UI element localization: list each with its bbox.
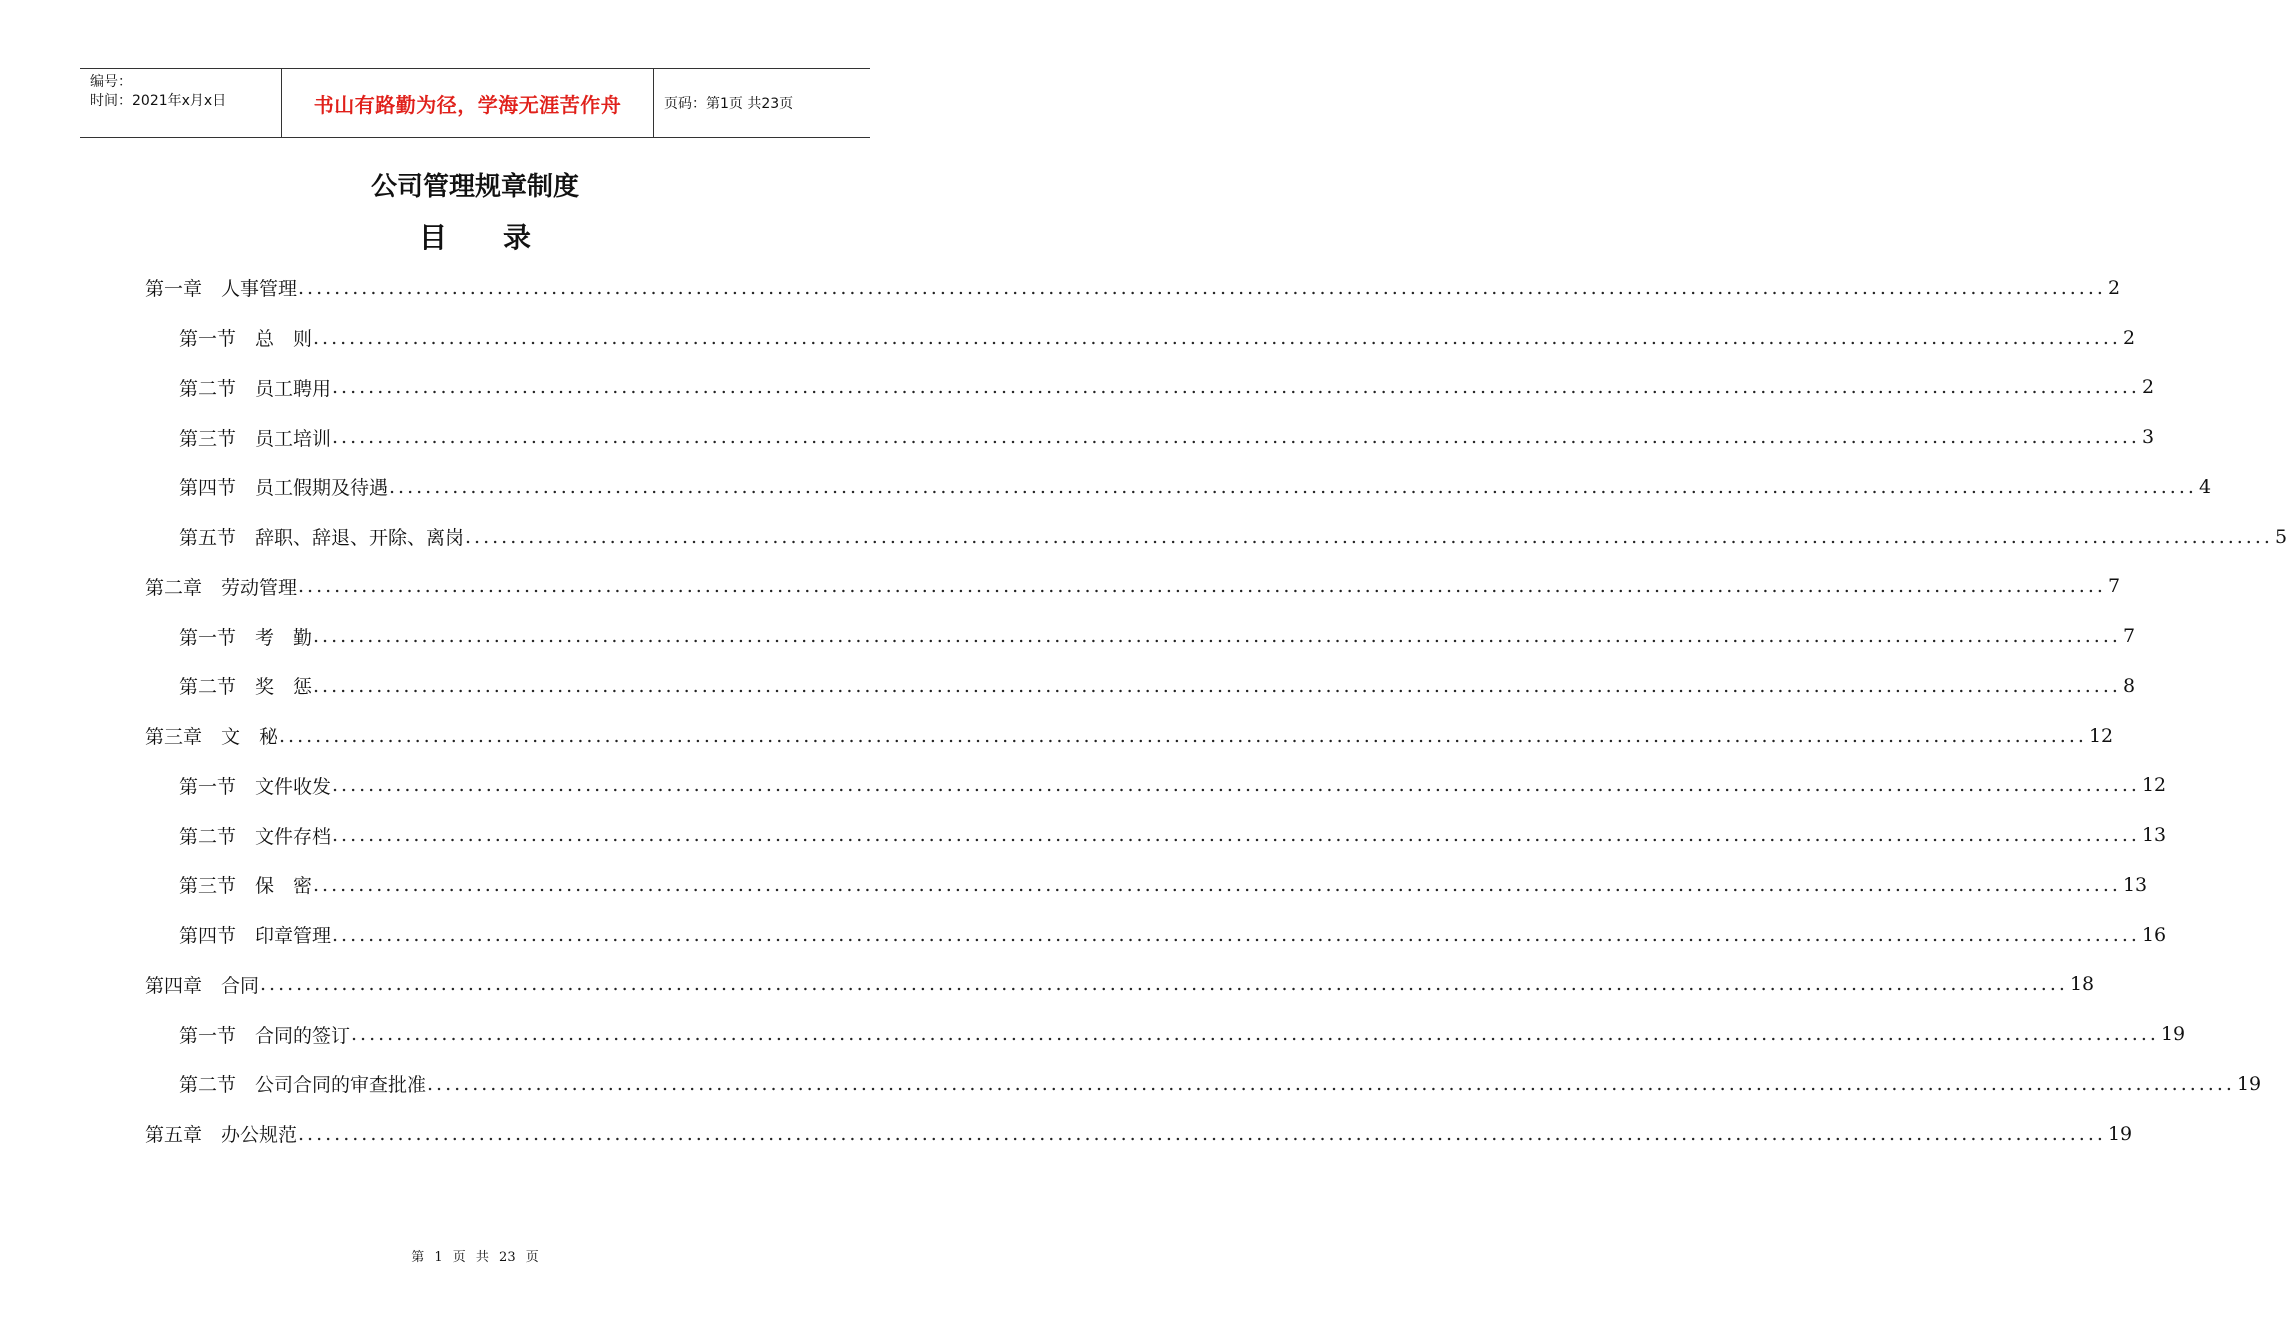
toc-entry-label: 第一节 文件收发	[179, 775, 332, 798]
toc-section-entry[interactable]	[145, 761, 2167, 811]
toc-entry-label: 第二章 劳动管理	[145, 576, 298, 599]
toc-chapter-entry[interactable]	[145, 711, 2114, 761]
toc-entry-label: 第三节 保 密	[179, 875, 313, 898]
toc-dot-leader: ........................................................................................................................................................................................................	[313, 625, 2121, 648]
document-time-label: 时间：2021年x月x日	[90, 93, 227, 109]
toc-section-entry[interactable]	[145, 1059, 2262, 1109]
toc-entry-page: 3	[2141, 426, 2155, 449]
table-of-contents	[145, 263, 2287, 1159]
toc-dot-leader: ........................................................................................................................................................................................................	[332, 923, 2140, 946]
toc-entry-page: 19	[2107, 1122, 2133, 1145]
toc-entry-page: 12	[2141, 774, 2167, 797]
toc-title: 目录	[418, 221, 587, 254]
toc-entry-page: 7	[2122, 625, 2136, 648]
toc-entry-label: 第四节 印章管理	[179, 925, 332, 948]
header-page-info: 页码：第1页 共23页	[664, 96, 794, 112]
toc-section-entry[interactable]	[145, 611, 2136, 661]
toc-entry-page: 5	[2274, 525, 2287, 548]
toc-entry-page: 12	[2088, 724, 2114, 747]
toc-dot-leader: ........................................................................................................................................................................................................	[260, 973, 2068, 996]
toc-chapter-entry[interactable]	[145, 960, 2095, 1010]
toc-dot-leader: ........................................................................................................................................................................................................	[427, 1072, 2235, 1095]
toc-chapter-entry[interactable]	[145, 263, 2121, 313]
toc-dot-leader: ........................................................................................................................................................................................................	[332, 426, 2140, 449]
toc-entry-label: 第三节 员工培训	[179, 427, 332, 450]
toc-entry-label: 第一节 考 勤	[179, 626, 313, 649]
toc-entry-page: 13	[2141, 824, 2167, 847]
toc-section-entry[interactable]	[145, 860, 2148, 910]
toc-entry-label: 第一节 总 则	[179, 328, 313, 351]
document-title: 公司管理规章制度	[370, 172, 579, 202]
toc-dot-leader: ........................................................................................................................................................................................................	[332, 376, 2140, 399]
toc-entry-label: 第一章 人事管理	[145, 278, 298, 301]
toc-dot-leader: ........................................................................................................................................................................................................	[298, 575, 2106, 598]
toc-entry-page: 16	[2141, 923, 2167, 946]
document-number-label: 编号：	[90, 74, 132, 90]
toc-entry-label: 第五节 辞职、辞退、开除、离岗	[179, 527, 465, 550]
toc-dot-leader: ........................................................................................................................................................................................................	[351, 1023, 2159, 1046]
toc-section-entry[interactable]	[145, 1009, 2186, 1059]
toc-entry-page: 2	[2141, 376, 2155, 399]
toc-entry-page: 13	[2122, 873, 2148, 896]
toc-entry-label: 第三章 文 秘	[145, 726, 279, 749]
toc-section-entry[interactable]	[145, 512, 2287, 562]
toc-dot-leader: ........................................................................................................................................................................................................	[332, 774, 2140, 797]
toc-dot-leader: ........................................................................................................................................................................................................	[298, 276, 2106, 299]
toc-entry-label: 第二节 员工聘用	[179, 377, 332, 400]
toc-section-entry[interactable]	[145, 462, 2212, 512]
toc-dot-leader: ........................................................................................................................................................................................................	[279, 724, 2087, 747]
header-motto: 书山有路勤为径，学海无涯苦作舟	[282, 69, 654, 137]
toc-entry-label: 第四章 合同	[145, 974, 260, 997]
toc-entry-label: 第一节 合同的签订	[179, 1024, 351, 1047]
toc-entry-label: 第二节 奖 惩	[179, 676, 313, 699]
toc-dot-leader: ........................................................................................................................................................................................................	[313, 674, 2121, 697]
toc-dot-leader: ........................................................................................................................................................................................................	[313, 326, 2121, 349]
toc-entry-page: 19	[2236, 1072, 2262, 1095]
page-header	[80, 68, 870, 138]
toc-dot-leader: ........................................................................................................................................................................................................	[389, 475, 2197, 498]
toc-dot-leader: ........................................................................................................................................................................................................	[465, 525, 2273, 548]
toc-entry-page: 18	[2069, 973, 2095, 996]
toc-entry-label: 第五章 办公规范	[145, 1124, 298, 1147]
toc-entry-page: 4	[2198, 475, 2212, 498]
page-footer: 第 1 页 共 23 页	[411, 1250, 539, 1265]
toc-section-entry[interactable]	[145, 810, 2167, 860]
toc-section-entry[interactable]	[145, 661, 2136, 711]
toc-chapter-entry[interactable]	[145, 1109, 2133, 1159]
toc-chapter-entry[interactable]	[145, 562, 2121, 612]
toc-section-entry[interactable]	[145, 363, 2155, 413]
toc-entry-page: 19	[2160, 1023, 2186, 1046]
toc-entry-page: 7	[2107, 575, 2121, 598]
toc-entry-label: 第二节 文件存档	[179, 825, 332, 848]
toc-dot-leader: ........................................................................................................................................................................................................	[313, 873, 2121, 896]
toc-entry-page: 2	[2107, 276, 2121, 299]
toc-entry-page: 2	[2122, 326, 2136, 349]
toc-section-entry[interactable]	[145, 313, 2136, 363]
toc-entry-page: 8	[2122, 674, 2136, 697]
header-meta-cell	[80, 69, 282, 137]
toc-section-entry[interactable]	[145, 412, 2155, 462]
toc-dot-leader: ........................................................................................................................................................................................................	[332, 824, 2140, 847]
toc-entry-label: 第二节 公司合同的审查批准	[179, 1074, 427, 1097]
toc-entry-label: 第四节 员工假期及待遇	[179, 477, 389, 500]
toc-section-entry[interactable]	[145, 910, 2167, 960]
toc-dot-leader: ........................................................................................................................................................................................................	[298, 1122, 2106, 1145]
